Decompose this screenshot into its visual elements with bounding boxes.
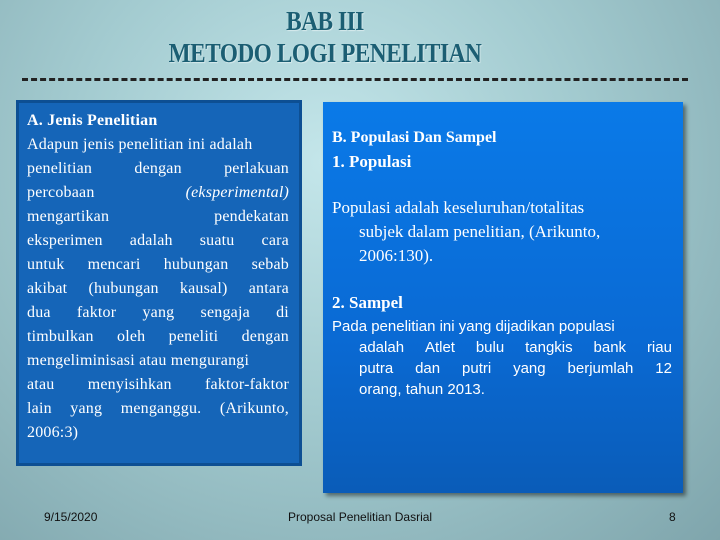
word: sebab bbox=[251, 256, 289, 273]
word: kausal) bbox=[179, 280, 228, 297]
word: faktor bbox=[76, 304, 117, 321]
paragraph-line bbox=[27, 277, 289, 301]
paragraph-line bbox=[27, 301, 289, 325]
word: 2006:3) bbox=[27, 424, 79, 441]
word: oleh bbox=[117, 328, 146, 345]
word: timbulkan bbox=[27, 328, 94, 345]
word: 12 bbox=[655, 360, 672, 377]
sampel-heading: 2. Sampel bbox=[332, 293, 403, 312]
word: faktor-faktor bbox=[204, 376, 289, 393]
word: percobaan bbox=[27, 184, 95, 201]
word: (Arikunto, bbox=[219, 400, 289, 417]
word: tangkis bbox=[525, 339, 573, 356]
paragraph-line bbox=[27, 421, 289, 445]
paragraph-line bbox=[27, 229, 289, 253]
word: menyisihkan bbox=[87, 376, 172, 393]
word: dan bbox=[415, 360, 441, 377]
word: (eksperimental) bbox=[185, 184, 289, 201]
paragraph-line bbox=[27, 349, 289, 373]
word: yang bbox=[70, 400, 103, 417]
footer-date: 9/15/2020 bbox=[44, 510, 98, 524]
paragraph-line bbox=[27, 205, 289, 229]
word: atau bbox=[27, 376, 55, 393]
word: riau bbox=[646, 339, 672, 356]
sampel-line: orang, tahun 2013. bbox=[359, 381, 485, 398]
populasi-sampel-heading: B. Populasi Dan Sampel bbox=[332, 129, 497, 146]
word: perlakuan bbox=[224, 160, 289, 177]
sampel-line bbox=[332, 337, 672, 358]
jenis-penelitian-heading: A. Jenis Penelitian bbox=[27, 112, 158, 129]
word: yang bbox=[142, 304, 175, 321]
word: Adapun jenis penelitian ini adalah bbox=[27, 136, 253, 153]
word: lain bbox=[27, 400, 52, 417]
populasi-line: Populasi adalah keseluruhan/totalitas bbox=[332, 198, 585, 217]
populasi-sampel-box bbox=[323, 102, 683, 493]
dashed-divider bbox=[22, 78, 688, 81]
word: pendekatan bbox=[214, 208, 289, 225]
paragraph-line bbox=[27, 157, 289, 181]
word: dengan bbox=[241, 328, 289, 345]
word: penelitian bbox=[27, 160, 93, 177]
word: mencari bbox=[87, 256, 141, 273]
word: hubungan bbox=[163, 256, 229, 273]
word: dua bbox=[27, 304, 51, 321]
word: bank bbox=[593, 339, 627, 356]
word: di bbox=[276, 304, 289, 321]
word: (hubungan bbox=[88, 280, 159, 297]
word: suatu bbox=[199, 232, 235, 249]
sampel-line bbox=[332, 358, 672, 379]
word: putri bbox=[462, 360, 492, 377]
sampel-line: Pada penelitian ini yang dijadikan populasi bbox=[332, 318, 615, 335]
slide-number: 8 bbox=[669, 510, 676, 524]
paragraph-line bbox=[27, 397, 289, 421]
word: dengan bbox=[134, 160, 182, 177]
word: peneliti bbox=[168, 328, 219, 345]
word: bulu bbox=[475, 339, 505, 356]
sampel-text bbox=[332, 316, 672, 400]
word: antara bbox=[248, 280, 289, 297]
paragraph-line bbox=[27, 253, 289, 277]
word: mengartikan bbox=[27, 208, 110, 225]
word: cara bbox=[261, 232, 289, 249]
paragraph-line bbox=[27, 181, 289, 205]
word: eksperimen bbox=[27, 232, 103, 249]
word: putra bbox=[359, 360, 394, 377]
populasi-line: subjek dalam penelitian, (Arikunto, bbox=[359, 222, 601, 241]
populasi-text bbox=[332, 196, 600, 268]
jenis-penelitian-box bbox=[16, 100, 302, 466]
footer-title: Proposal Penelitian Dasrial bbox=[288, 510, 433, 524]
populasi-line: 2006:130). bbox=[359, 246, 434, 265]
word: adalah bbox=[359, 339, 405, 356]
word: akibat bbox=[27, 280, 68, 297]
paragraph-line bbox=[27, 133, 289, 157]
slide-title-line1: BAB III bbox=[286, 6, 364, 36]
word: mengeliminisasi atau mengurangi bbox=[27, 352, 250, 369]
paragraph-line bbox=[27, 325, 289, 349]
word: yang bbox=[513, 360, 546, 377]
word: berjumlah bbox=[567, 360, 634, 377]
word: untuk bbox=[27, 256, 65, 273]
word: sengaja bbox=[200, 304, 250, 321]
word: menganggu. bbox=[120, 400, 202, 417]
populasi-heading: 1. Populasi bbox=[332, 152, 412, 171]
paragraph-line bbox=[27, 373, 289, 397]
word: Atlet bbox=[424, 339, 455, 356]
slide-title-line2: METODO LOGI PENELITIAN bbox=[168, 38, 482, 68]
word: adalah bbox=[129, 232, 173, 249]
